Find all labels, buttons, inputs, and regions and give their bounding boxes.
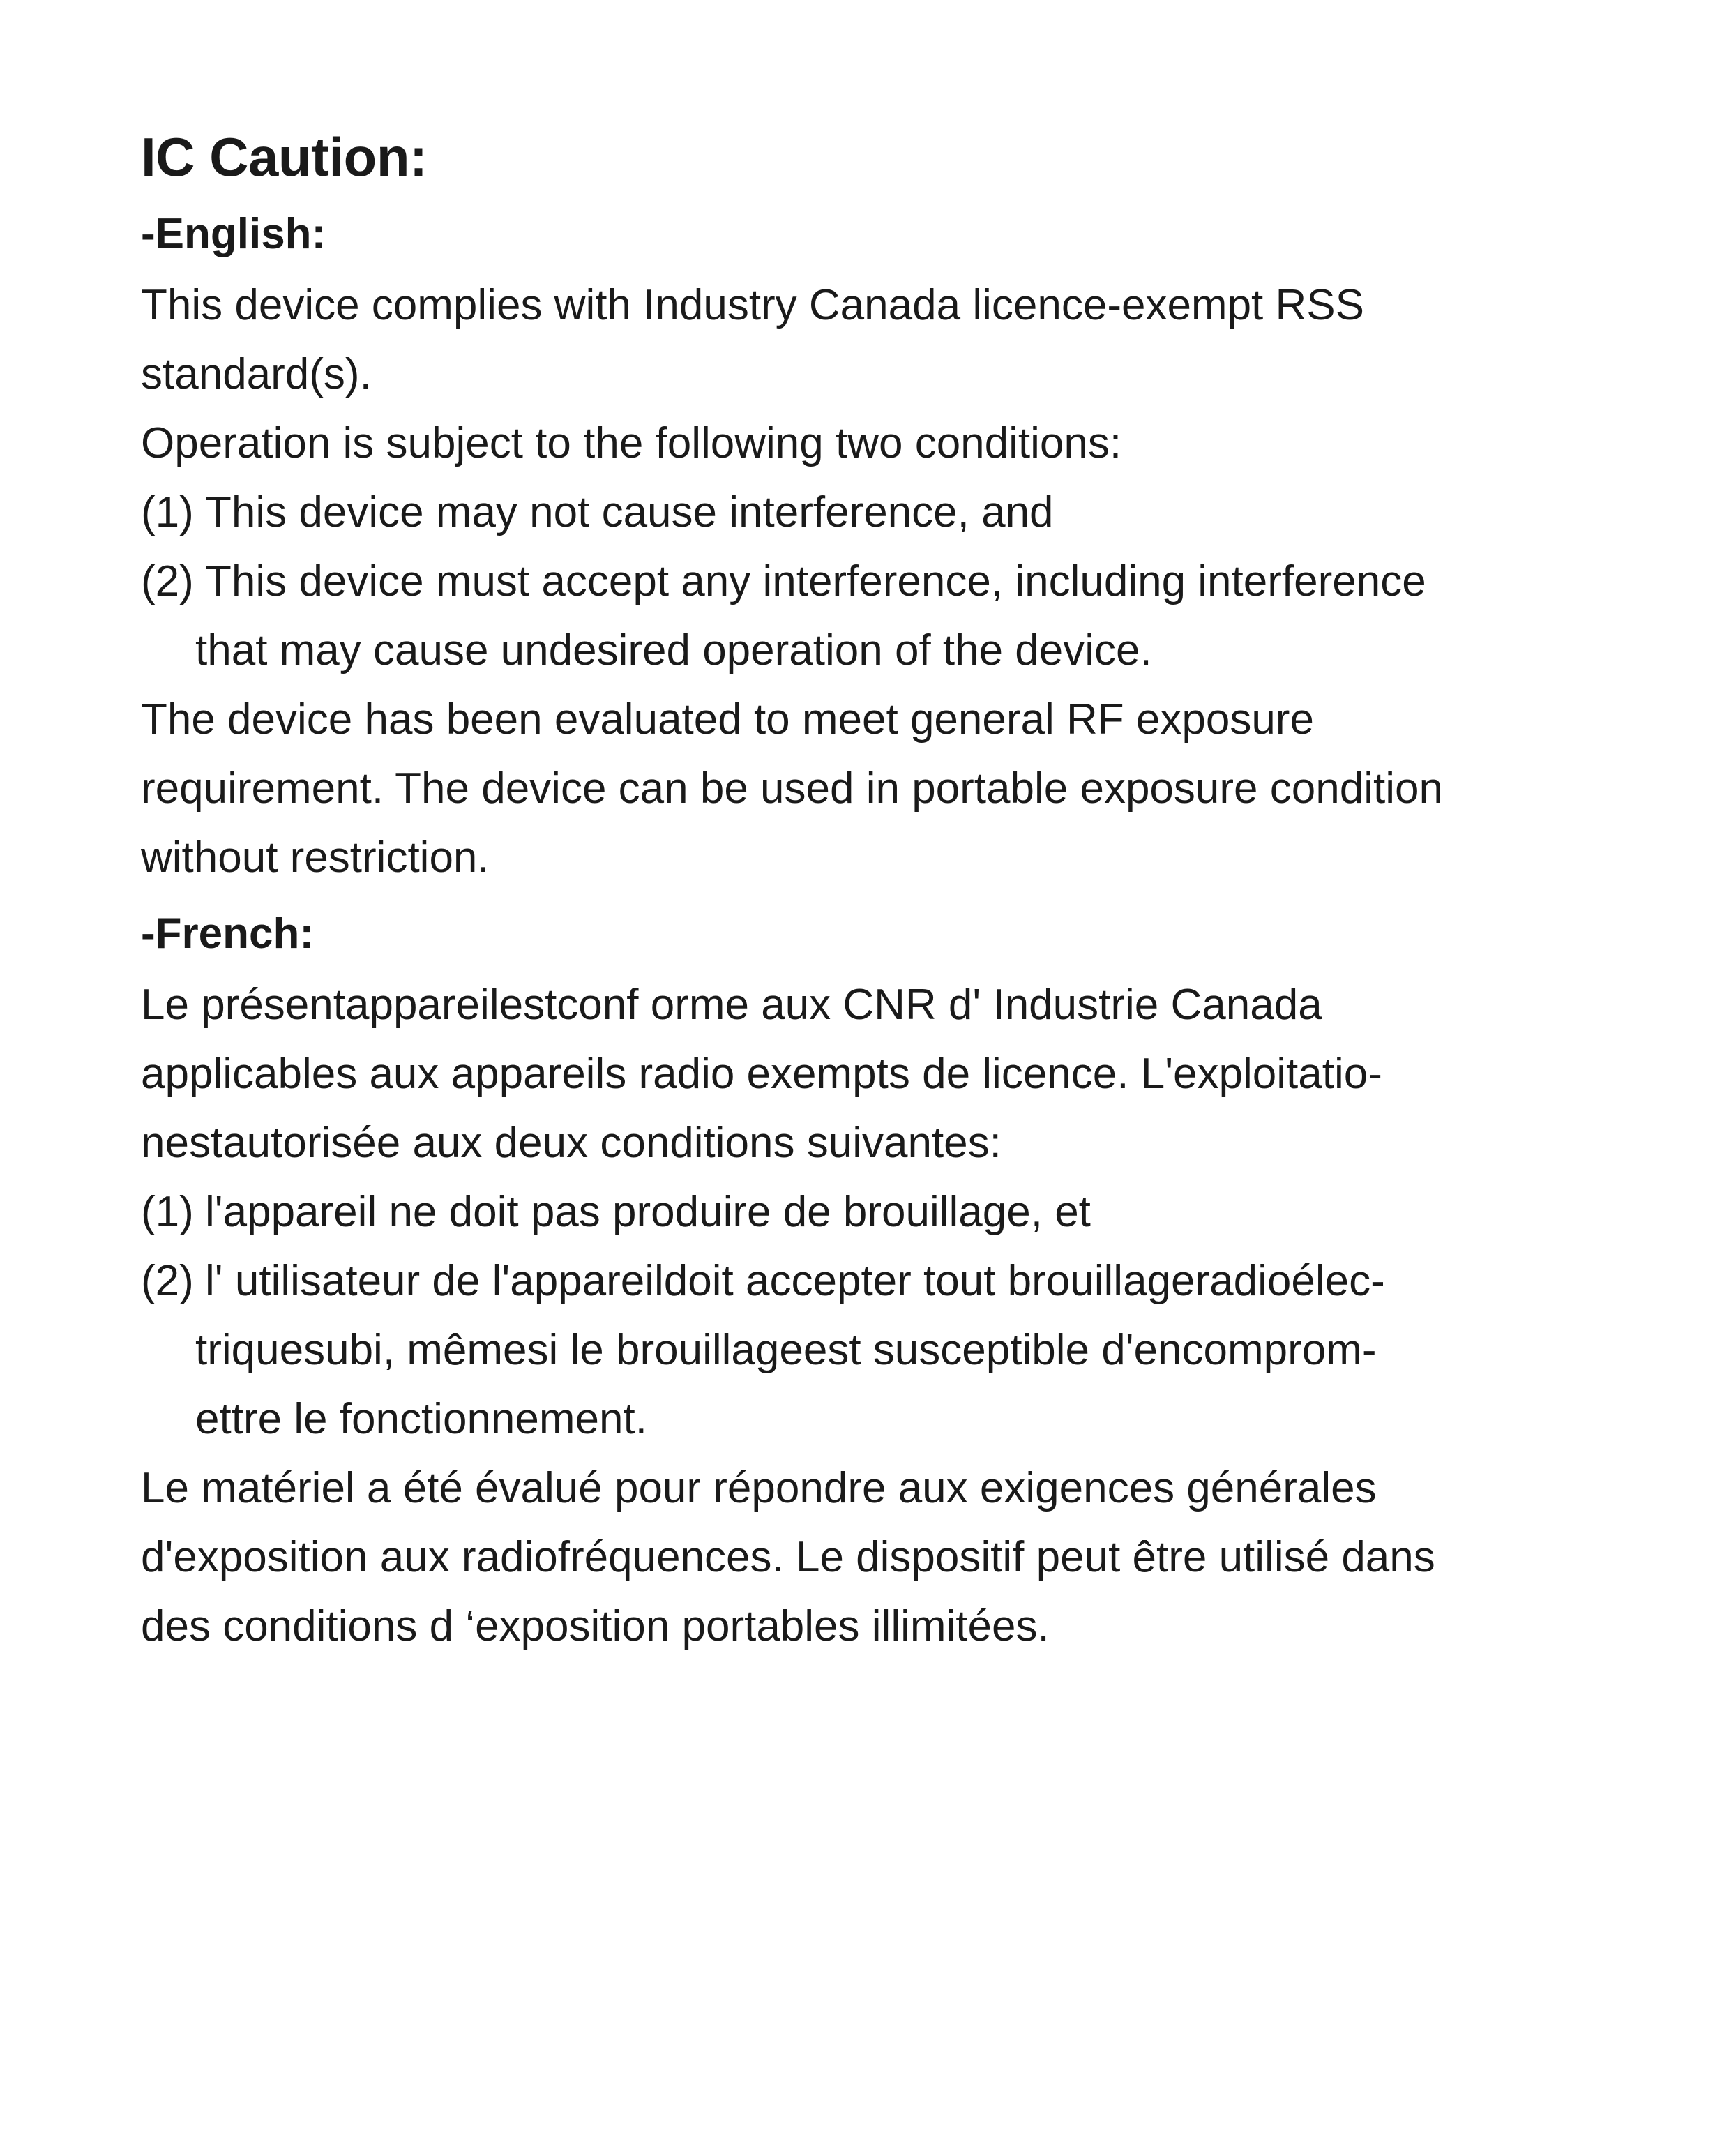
condition-text-continued: that may cause undesired operation of the device. bbox=[195, 626, 1152, 674]
french-para1-line: applicables aux appareils radio exempts de licence. L'exploitatio- bbox=[141, 1050, 1382, 1098]
condition-text: This device may not cause interference, and bbox=[205, 488, 1054, 536]
condition-text-continued: triquesubi, mêmesi le brouillageest susceptible d'encomprom- bbox=[195, 1326, 1377, 1374]
english-condition-1 bbox=[141, 478, 1633, 547]
document-page bbox=[141, 119, 1633, 1661]
condition-number: (2) bbox=[141, 557, 194, 605]
condition-text: l'appareil ne doit pas produire de brouillage, et bbox=[205, 1188, 1091, 1236]
english-heading: -English: bbox=[141, 210, 326, 258]
french-rf-exposure-line: des conditions d ‘exposition portables illimitées. bbox=[141, 1602, 1050, 1650]
french-section bbox=[141, 902, 1633, 1661]
french-heading: -French: bbox=[141, 910, 314, 958]
condition-text-continued: ettre le fonctionnement. bbox=[195, 1395, 647, 1443]
english-conditions-intro: Operation is subject to the following two conditions: bbox=[141, 419, 1122, 467]
english-para1-line: This device complies with Industry Canada licence-exempt RSS bbox=[141, 281, 1364, 329]
page-title: IC Caution: bbox=[141, 126, 428, 188]
condition-number: (1) bbox=[141, 1188, 194, 1236]
english-condition-2 bbox=[141, 547, 1633, 685]
english-rf-exposure-line: The device has been evaluated to meet general RF exposure bbox=[141, 695, 1314, 744]
french-condition-1 bbox=[141, 1177, 1633, 1246]
english-rf-exposure-line: without restriction. bbox=[141, 834, 490, 882]
condition-text: This device must accept any interference, including interference bbox=[205, 557, 1426, 605]
french-rf-exposure-line: d'exposition aux radiofréquences. Le dispositif peut être utilisé dans bbox=[141, 1533, 1435, 1581]
french-rf-exposure-line: Le matériel a été évalué pour répondre aux exigences générales bbox=[141, 1464, 1377, 1512]
french-para1-line: nestautorisée aux deux conditions suivantes: bbox=[141, 1119, 1002, 1167]
condition-number: (2) bbox=[141, 1257, 194, 1305]
english-rf-exposure-line: requirement. The device can be used in portable exposure condition bbox=[141, 764, 1443, 813]
french-para1-line: Le présentappareilestconf orme aux CNR d' Industrie Canada bbox=[141, 981, 1322, 1029]
english-para1-line: standard(s). bbox=[141, 350, 372, 398]
condition-number: (1) bbox=[141, 488, 194, 536]
french-condition-2 bbox=[141, 1246, 1633, 1454]
condition-text: l' utilisateur de l'appareildoit accepter tout brouillageradioélec- bbox=[205, 1257, 1385, 1305]
english-section bbox=[141, 202, 1633, 892]
